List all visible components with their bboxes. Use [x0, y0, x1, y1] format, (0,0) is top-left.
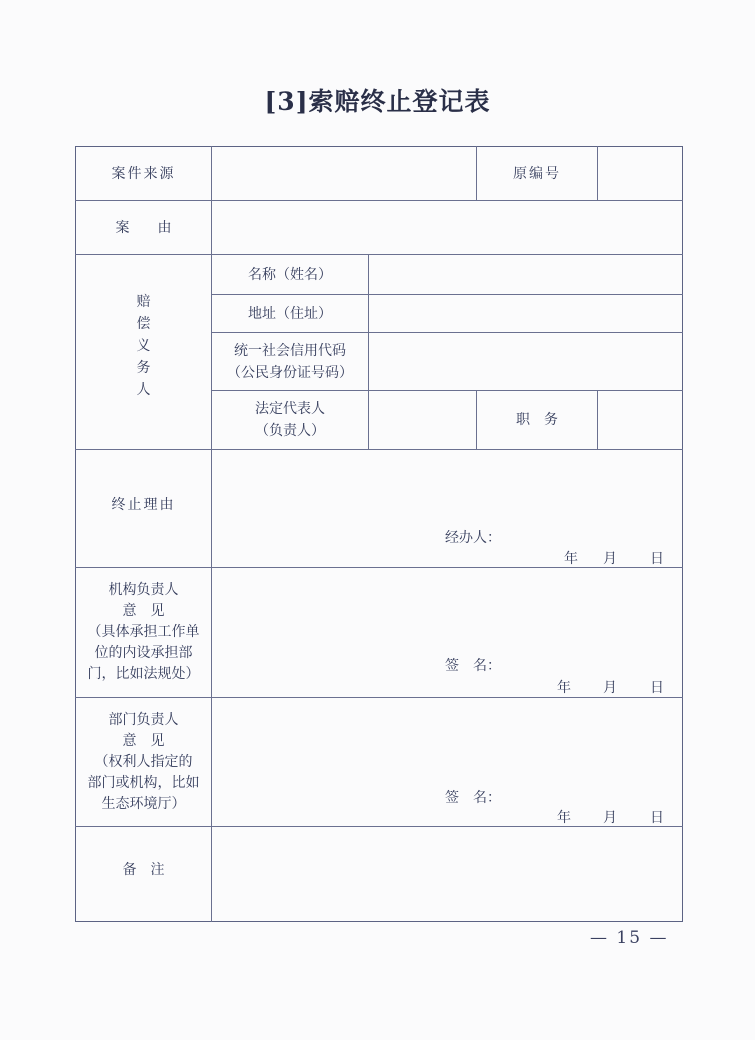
year-label: 年: [564, 551, 578, 567]
day-label: 日: [650, 810, 664, 826]
remarks-label: 备 注: [122, 862, 165, 878]
day-label: 日: [650, 680, 664, 696]
obligor-label: 赔 偿 义 务 人: [136, 294, 151, 398]
address-field[interactable]: [369, 295, 682, 332]
dept-opinion-label: 部门负责人 意 见 （权利人指定的 部门或机构，比如 生态环境厅）: [87, 711, 200, 812]
org-signature-label: 签 名：: [445, 658, 501, 674]
termination-reason-label: 终止理由: [111, 496, 176, 513]
credit-code-label: 统一社会信用代码 （公民身份证号码）: [227, 342, 353, 381]
month-label: 月: [603, 551, 617, 567]
month-label: 月: [603, 680, 617, 696]
original-number-field[interactable]: [598, 147, 682, 200]
original-number-label: 原编号: [513, 165, 561, 182]
year-label: 年: [557, 680, 571, 696]
handler-label: 经办人：: [445, 530, 501, 546]
case-source-field[interactable]: [212, 147, 476, 200]
month-label: 月: [603, 810, 617, 826]
case-reason-field[interactable]: [212, 201, 682, 254]
address-label: 地址（住址）: [248, 305, 332, 322]
page-title: [3]索赔终止登记表: [264, 87, 491, 116]
position-field[interactable]: [598, 391, 682, 449]
case-source-label: 案件来源: [111, 165, 176, 182]
case-reason-label: 案 由: [115, 219, 172, 236]
name-field[interactable]: [369, 255, 682, 294]
dept-signature-label: 签 名：: [445, 790, 501, 806]
day-label: 日: [650, 551, 664, 567]
remarks-field[interactable]: [212, 827, 682, 921]
org-opinion-label: 机构负责人 意 见 （具体承担工作单 位的内设承担部 门，比如法规处）: [87, 582, 200, 682]
page-number: — 15 —: [590, 928, 669, 948]
legal-rep-field[interactable]: [369, 391, 476, 449]
credit-code-field[interactable]: [369, 333, 682, 390]
year-label: 年: [557, 810, 571, 826]
position-label: 职 务: [516, 412, 558, 428]
legal-rep-label: 法定代表人 （负责人）: [255, 401, 325, 439]
name-label: 名称（姓名）: [248, 266, 332, 283]
